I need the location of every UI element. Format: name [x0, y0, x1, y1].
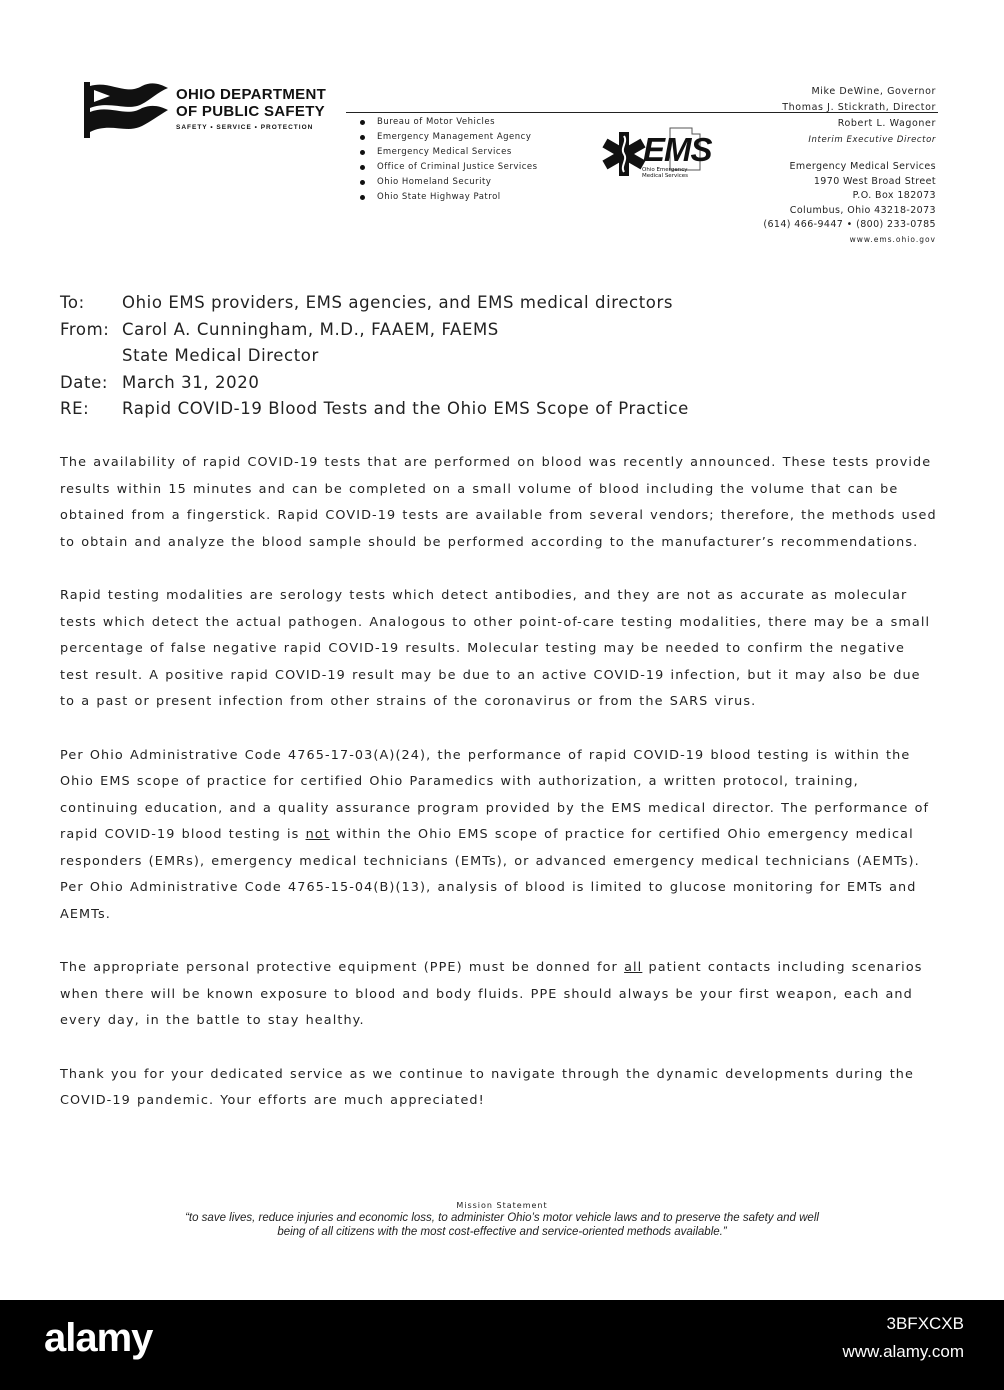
mission-title: Mission Statement	[456, 1201, 548, 1210]
director-line: Thomas J. Stickrath, Director	[782, 102, 936, 113]
letter-body	[60, 450, 940, 1142]
org-name-line2: OF PUBLIC SAFETY	[176, 103, 325, 120]
officials-block	[782, 84, 936, 148]
memo-from-label: From:	[60, 319, 110, 339]
address-block	[763, 160, 936, 247]
underlined-word: all	[624, 960, 643, 975]
memo-re-row	[60, 396, 689, 423]
exec-director-title: Interim Executive Director	[808, 135, 936, 145]
governor-line: Mike DeWine, Governor	[811, 86, 936, 97]
memo-re-label: RE:	[60, 399, 90, 418]
mission-text: “to save lives, reduce injuries and economic loss, to administer Ohio’s motor vehicle laws and to preserve the safety and well being of all citizens with the most cost-effective and service-oriented methods available.”	[185, 1212, 819, 1238]
division-item: Emergency Management Agency	[360, 130, 538, 145]
stock-url: www.alamy.com	[842, 1342, 964, 1361]
ems-logo-text: EMS	[643, 131, 712, 168]
org-tagline: SAFETY • SERVICE • PROTECTION	[176, 124, 314, 131]
division-item: Office of Criminal Justice Services	[360, 160, 538, 175]
alamy-logo: alamy	[44, 1316, 153, 1360]
paragraph-thank-you: Thank you for your dedicated service as we continue to navigate through the dynamic developments during the COVID-19 pandemic. Your efforts are much appreciated!	[60, 1066, 914, 1108]
exec-director-name: Robert L. Wagoner	[837, 118, 936, 129]
org-name-line1: OHIO DEPARTMENT	[176, 86, 327, 103]
address-dept: Emergency Medical Services	[789, 161, 936, 172]
paragraph-modalities: Rapid testing modalities are serology tests which detect antibodies, and they are not as accurate as molecular tests which detect the actual pathogen. Analogous to other point-of-care testing modalities, there may be a small percentage of false negative rapid COVID-19 results. Molecular testing may be needed to confirm the negative test result. A positive rapid COVID-19 result may be due to an active COVID-19 infection, but it may also be due to a past or present infection from other strains of the coronavirus or from the SARS virus.	[60, 588, 931, 709]
division-item: Ohio State Highway Patrol	[360, 190, 538, 205]
paragraph-text: The appropriate personal protective equipment (PPE) must be donned for	[60, 960, 625, 975]
underlined-word: not	[305, 827, 330, 842]
memo-re-value: Rapid COVID-19 Blood Tests and the Ohio EMS Scope of Practice	[122, 399, 689, 418]
division-item: Bureau of Motor Vehicles	[360, 115, 538, 130]
paragraph-text: Per Ohio Administrative Code 4765-17-03(A)(24), the performance of rapid COVID-19 blood testing is within the Ohio EMS scope of practice for certified Ohio Paramedics with authorization, a written protocol, training, continuing education, and a quality assurance program provided by the EMS medical director. The performance of rapid COVID-19 blood testing is	[60, 747, 930, 842]
address-phone: (614) 466-9447 • (800) 233-0785	[763, 219, 936, 230]
mission-statement	[0, 1200, 1004, 1239]
division-item: Ohio Homeland Security	[360, 175, 538, 190]
memo-to-row	[60, 290, 689, 317]
memo-to-value: Ohio EMS providers, EMS agencies, and EMS medical directors	[122, 293, 674, 312]
paragraph-scope-of-practice	[60, 743, 940, 929]
paragraph-text: patient contacts including scenarios when there will be known exposure to blood and body fluids. PPE should always be your first weapon, each and every day, in the battle to stay healthy.	[60, 960, 923, 1028]
address-po-box: P.O. Box 182073	[852, 190, 936, 201]
org-name	[176, 86, 326, 120]
memo-date-row	[60, 370, 689, 397]
division-item: Emergency Medical Services	[360, 145, 538, 160]
paragraph-text: within the Ohio EMS scope of practice for certified Ohio emergency medical responders (EMRs), emergency medical technicians (EMTs), or advanced emergency medical technicians (AEMTs). Per Ohio Administrative Code 4765-15-04(B)(13), analysis of blood is limited to glucose monitoring for EMTs and AEMTs.	[60, 827, 920, 922]
paragraph-ppe	[60, 955, 940, 1035]
memo-from-title: State Medical Director	[122, 346, 319, 365]
memo-from-value: Carol A. Cunningham, M.D., FAAEM, FAEMS	[122, 319, 499, 339]
memo-date-label: Date:	[60, 372, 108, 392]
paragraph-availability: The availability of rapid COVID-19 tests that are performed on blood was recently announced. These tests provide results within 15 minutes and can be completed on a small volume of blood including the volume that can be obtained from a fingerstick. Rapid COVID-19 tests are available from several vendors; therefore, the methods used to obtain and analyze the blood sample should be performed according to the manufacturer’s recommendations.	[60, 455, 937, 550]
memo-date-value: March 31, 2020	[122, 372, 260, 392]
address-website: www.ems.ohio.gov	[849, 234, 936, 244]
memo-from-row	[60, 317, 689, 344]
ohio-flag-logo-icon	[80, 78, 170, 140]
address-city: Columbus, Ohio 43218-2073	[789, 204, 936, 216]
divisions-list	[360, 115, 538, 205]
address-street: 1970 West Broad Street	[813, 175, 936, 187]
stock-image-id: 3BFXCXB	[886, 1314, 964, 1333]
memo-to-label: To:	[60, 293, 85, 312]
memo-header	[60, 290, 689, 423]
ems-logo-subtitle: Ohio Emergency Medical Services	[642, 167, 689, 179]
